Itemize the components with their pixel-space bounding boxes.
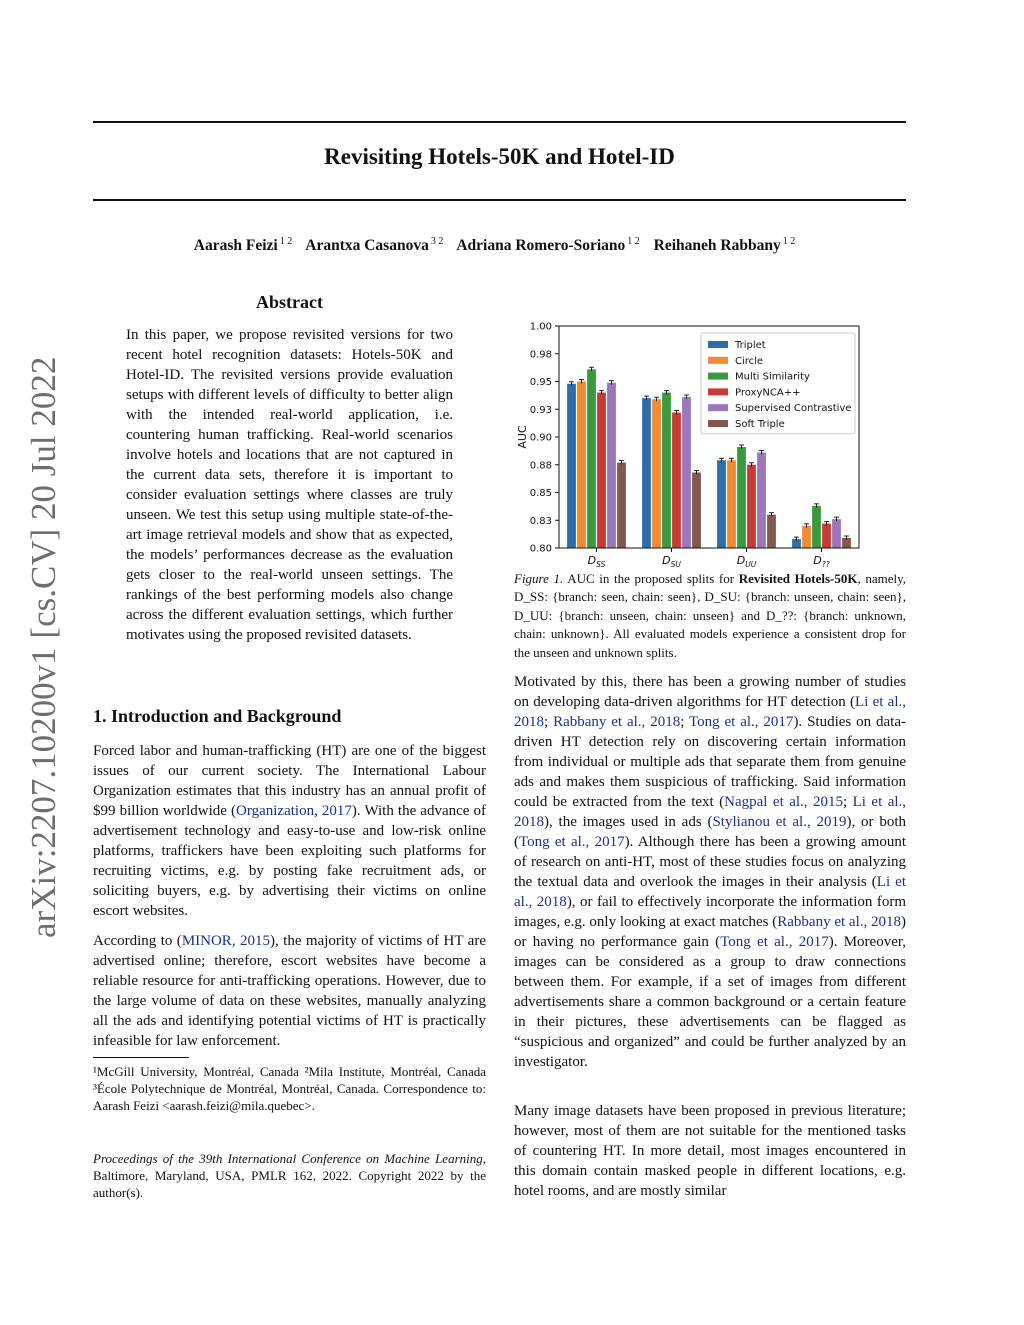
- y-tick-label: 0.80: [529, 543, 552, 555]
- bar: [597, 393, 606, 548]
- y-axis-label: AUC: [516, 425, 529, 449]
- author-affiliation: 1 2: [627, 236, 640, 247]
- footnote-rule: [93, 1057, 189, 1058]
- arxiv-identifier: arXiv:2207.10200v1 [cs.CV] 20 Jul 2022: [24, 356, 63, 938]
- x-tick-label: $D_{SU}$: [662, 554, 681, 569]
- text-run: ), the images used in ads (: [544, 814, 713, 830]
- proceedings-venue: Proceedings of the 39th International Conference on Machine Learning: [93, 1151, 483, 1166]
- affiliation-footnote: ¹McGill University, Montréal, Canada ²Mila Institute, Montréal, Canada ³École Polytechnique de Montréal, Montréal, Canada. Correspondence to: Aarash Feizi <aarash.feizi@mila.quebec>.: [93, 1064, 486, 1113]
- legend-swatch: [708, 404, 728, 411]
- citation-link[interactable]: MINOR, 2015: [181, 933, 270, 949]
- author-affiliation: 3 2: [430, 236, 444, 247]
- citation-link[interactable]: Li et al., 2018: [514, 694, 907, 730]
- right-paragraph-2: Many image datasets have been proposed in previous literature; however, most of them are not suitable for the mentioned tasks of countering HT. In more detail, most images encountered in this domain contain masked people in different locations, e.g. hotel rooms, and are mostly similar: [514, 1103, 906, 1199]
- bar: [802, 526, 811, 548]
- bar: [662, 393, 671, 548]
- figure-label: Figure 1.: [514, 571, 564, 586]
- text-run: According to (: [93, 933, 182, 949]
- legend-swatch: [708, 388, 728, 395]
- right-paragraph-1: [514, 672, 906, 1072]
- text-run: ) or having no performance gain (: [514, 914, 906, 950]
- intro-paragraph-2: [93, 931, 486, 1051]
- bar: [642, 398, 651, 548]
- citation-link[interactable]: Rabbany et al., 2018: [777, 914, 901, 930]
- text-run: , namely, D_SS: {branch: seen, chain: seen}, D_SU: {branch: unseen, chain: seen}, D_UU: {branch: unseen, chain: unseen} and D_??: {branch: unknown, chain: unknown}. All evaluated models experience a consistent drop for the unseen and unknown splits.: [514, 571, 907, 660]
- proceedings-details: , Baltimore, Maryland, USA, PMLR 162, 2022. Copyright 2022 by the author(s).: [93, 1151, 486, 1200]
- y-tick-label: 0.93: [529, 404, 552, 416]
- citation-link[interactable]: Nagpal et al., 2015: [724, 794, 843, 810]
- figure-caption: [514, 570, 906, 662]
- bar: [577, 382, 586, 549]
- bar: [757, 453, 766, 548]
- legend-swatch: [708, 357, 728, 364]
- intro-paragraph-1: [93, 741, 486, 921]
- bar: [832, 519, 841, 548]
- x-tick-label: $D_{UU}$: [736, 554, 757, 569]
- bar: [607, 383, 616, 548]
- text-run: ,: [314, 803, 322, 819]
- bar: [587, 369, 596, 548]
- legend-swatch: [708, 373, 728, 380]
- caption-dataset-name: Revisited Hotels-50K: [738, 571, 858, 586]
- author-name: Reihaneh Rabbany: [653, 237, 781, 255]
- x-tick-label: $D_{??}$: [813, 554, 830, 569]
- bar: [692, 473, 701, 548]
- bar: [617, 463, 626, 548]
- title-bottom-rule: [93, 199, 906, 201]
- text-run: ). With the advance of advertisement technology and easy-to-use and low-risk online platforms, traffickers have been exploiting such platforms for recruiting victims, e.g. by posting fake recruitment ads, or soliciting buyers, e.g. by advertising their victims on online escort websites.: [93, 803, 486, 919]
- bar: [767, 515, 776, 548]
- bar: [822, 524, 831, 548]
- legend-label: Supervised Contrastive: [735, 403, 852, 415]
- y-tick-label: 0.98: [529, 349, 552, 361]
- text-run: ). Studies on data-driven HT detection rely on discovering certain information from individual or multiple ads that separate them from genuine ads and makes them suspicious of trafficking. Said information could be extracted from the text (: [514, 714, 906, 810]
- author-name: Aarash Feizi: [193, 237, 278, 255]
- citation-link[interactable]: Li et al., 2018: [514, 874, 906, 910]
- bar: [567, 384, 576, 548]
- text-run: ), the majority of victims of HT are advertised online; therefore, escort websites have become a reliable resource for anti-trafficking operations. However, due to the large volume of data on these websites, manually analyzing all the ads and identifying potential victims of HT is practically infeasible for law enforcement.: [93, 933, 486, 1049]
- legend-label: Triplet: [735, 340, 766, 351]
- citation-link[interactable]: Tong et al., 2017: [720, 934, 829, 950]
- top-rule: [93, 121, 906, 123]
- author-affiliation: 1 2: [782, 236, 796, 247]
- citation-link[interactable]: Tong et al., 2017: [519, 834, 625, 850]
- citation-link[interactable]: Tong et al., 2017: [689, 714, 794, 730]
- legend-label: Circle: [735, 355, 764, 367]
- text-run: ;: [843, 794, 853, 810]
- legend-label: Multi Similarity: [735, 371, 810, 383]
- text-run: ), or both (: [514, 814, 906, 850]
- auc-bar-chart: [512, 315, 910, 571]
- text-run: ;: [680, 714, 689, 730]
- text-run: Forced labor and human-trafficking (HT) are one of the biggest issues of our current society. The International Labour Organization estimates that this industry has an annual profit of $99 billion worldwide (: [93, 743, 486, 819]
- citation-link[interactable]: Organization: [236, 803, 315, 819]
- bar: [727, 460, 736, 548]
- citation-link[interactable]: Li et al., 2018: [514, 794, 907, 830]
- citation-link[interactable]: Stylianou et al., 2019: [712, 814, 847, 830]
- text-run: ), or fail to effectively incorporate the information form images, e.g. only looking at exact matches (: [514, 894, 906, 930]
- author-name: Adriana Romero-Soriano: [456, 237, 626, 255]
- legend-label: ProxyNCA++: [735, 387, 801, 399]
- legend-label: Soft Triple: [735, 419, 785, 430]
- bar: [652, 399, 661, 548]
- y-tick-label: 0.95: [529, 377, 552, 388]
- bar: [747, 465, 756, 548]
- author-list: [93, 236, 906, 255]
- bar: [717, 460, 726, 548]
- bar: [682, 397, 691, 548]
- y-tick-label: 0.88: [529, 460, 552, 472]
- text-run: ). Although there has been a growing amount of research on anti-HT, most of these studies focus on analyzing the textual data and overlook the images in their analysis (: [514, 834, 906, 890]
- author-name: Arantxa Casanova: [305, 237, 429, 255]
- citation-link[interactable]: 2017: [321, 803, 352, 819]
- legend-swatch: [708, 341, 728, 348]
- y-tick-label: 0.90: [529, 432, 552, 444]
- page-title: Revisiting Hotels-50K and Hotel-ID: [324, 144, 675, 169]
- text-run: AUC in the proposed splits for: [563, 571, 739, 586]
- bar: [672, 413, 681, 548]
- citation-link[interactable]: Rabbany et al., 2018: [553, 714, 681, 730]
- y-tick-label: 1.00: [529, 321, 552, 333]
- y-tick-label: 0.85: [529, 488, 552, 499]
- abstract-heading: Abstract: [256, 292, 323, 312]
- bar: [812, 506, 821, 548]
- text-run: ;: [544, 714, 554, 730]
- section-heading: 1. Introduction and Background: [93, 706, 342, 726]
- y-tick-label: 0.83: [529, 515, 552, 527]
- proceedings-footnote: [93, 1150, 486, 1201]
- text-run: Motivated by this, there has been a growing number of studies on developing data-driven algorithms for HT detection (: [514, 674, 906, 710]
- bar: [737, 447, 746, 548]
- legend-swatch: [708, 420, 728, 427]
- author-affiliation: 1 2: [279, 236, 293, 247]
- abstract-text: In this paper, we propose revisited versions for two recent hotel recognition datasets: Hotels-50K and Hotel-ID. The revisited versions provide evaluation setups with different levels of difficulty to better align with the intended real-world application, i.e. countering human trafficking. Real-world scenarios involve hotels and locations that are not captured in the current data sets, therefore it is important to consider evaluation settings where classes are truly unseen. We test this setup using multiple state-of-the-art image retrieval models and show that as expected, the models’ performances decrease as the evaluation gets closer to the real-world unseen settings. The rankings of the best performing models also change across the different evaluation settings, which further motivates using the proposed revisited datasets.: [126, 327, 453, 643]
- text-run: ). Moreover, images can be considered as a group to draw connections between them. For example, if a set of images from different advertisements share a common background or a certain feature in their pictures, these advertisements can be flagged as “suspicious and organized” and could be further analyzed by an investigator.: [514, 934, 906, 1070]
- x-tick-label: $D_{SS}$: [587, 554, 606, 569]
